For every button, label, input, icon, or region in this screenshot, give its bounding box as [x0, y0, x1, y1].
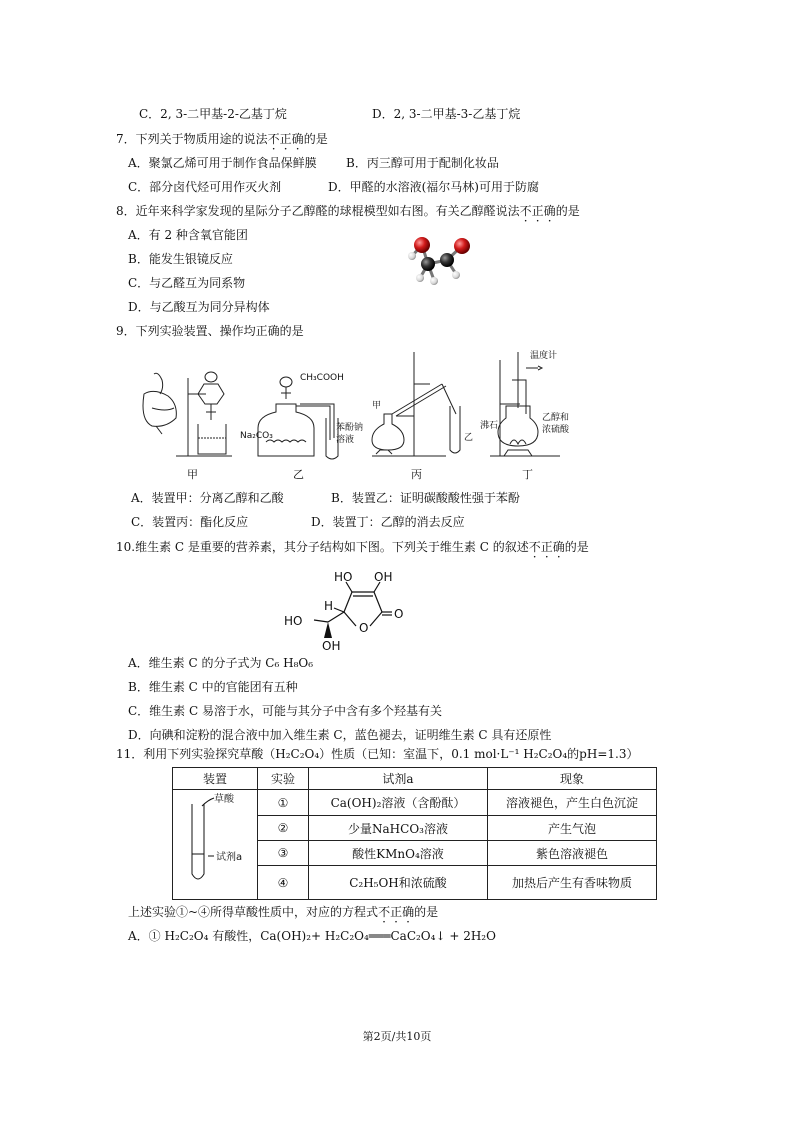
- table-header-experiment: 实验: [258, 768, 309, 790]
- q11-option-a: A．① H₂C₂O₄ 有酸性，Ca(OH)₂+ H₂C₂O₄═══CaC₂O₄↓ + 2H₂O: [128, 929, 496, 943]
- row-phenomenon: 产生气泡: [488, 816, 657, 841]
- oxalic-acid-label: 草酸: [214, 794, 234, 805]
- q9-apparatus-figure: [140, 346, 580, 462]
- vc-ring-o: O: [359, 621, 369, 635]
- row-reagent: 酸性KMnO₄溶液: [309, 841, 488, 866]
- row-id: ②: [258, 816, 309, 841]
- vc-ho-left: HO: [284, 614, 303, 628]
- test-tube-figure: [174, 790, 256, 896]
- label-jia: 甲: [187, 468, 198, 481]
- bing-flask-label: 甲: [372, 401, 382, 411]
- q9-option-d: D．装置丁：乙醇的消去反应: [311, 515, 465, 529]
- q7-option-d: D．甲醛的水溶液(福尔马林)可用于防腐: [328, 180, 539, 194]
- vc-h: H: [324, 599, 334, 613]
- table-header-apparatus: 装置: [173, 768, 258, 790]
- vc-carbonyl-o: O: [394, 607, 404, 621]
- bing-tube-label: 乙: [464, 433, 474, 443]
- reagent-label-2: 浓硫酸: [542, 425, 570, 435]
- apparatus-jia: [143, 372, 232, 456]
- vc-oh-top: OH: [374, 570, 393, 584]
- q9-stem: 9．下列实验装置、操作均正确的是: [116, 324, 304, 338]
- phenolate-label-1: 苯酚钠: [336, 423, 364, 433]
- q7-option-b: B．丙三醇可用于配制化妆品: [346, 156, 499, 170]
- table-row: [173, 790, 657, 816]
- q8-option-d: D．与乙酸互为同分异构体: [128, 300, 270, 314]
- row-id: ③: [258, 841, 309, 866]
- q6-option-c: C．2, 3-二甲基-2-乙基丁烷: [139, 107, 287, 121]
- thermometer-label: 温度计: [530, 351, 558, 361]
- page-footer: 第2页/共10页: [362, 1030, 432, 1043]
- na2co3-label: Na₂CO₃: [240, 431, 273, 441]
- q11-stem: 11．利用下列实验探究草酸（H₂C₂O₄）性质（已知：室温下，0.1 mol·L⁻¹ H₂C₂O₄的pH=1.3）: [116, 747, 639, 761]
- q10-option-a: A．维生素 C 的分子式为 C₆ H₈O₆: [128, 656, 314, 670]
- boiling-chips-label: 沸石: [480, 421, 499, 431]
- reagent-a-label: 试剂a: [216, 852, 243, 863]
- row-reagent: C₂H₅OH和浓硫酸: [309, 866, 488, 900]
- vitamin-c-structure: [280, 568, 420, 650]
- label-bing: 丙: [411, 468, 422, 481]
- row-id: ④: [258, 866, 309, 900]
- q7-option-a: A．聚氯乙烯可用于制作食品保鲜膜: [128, 156, 317, 170]
- reagent-label-1: 乙醇和: [542, 413, 570, 423]
- row-reagent: Ca(OH)₂溶液（含酚酞）: [309, 790, 488, 816]
- q10-option-b: B．维生素 C 中的官能团有五种: [128, 680, 298, 694]
- apparatus-yi: [258, 377, 338, 459]
- q9-option-a: A．装置甲：分离乙醇和乙酸: [131, 491, 284, 505]
- q7-stem: 7．下列关于物质用途的说法不正确的是: [116, 132, 328, 146]
- q8-option-c: C．与乙醛互为同系物: [128, 276, 246, 290]
- q6-option-d: D．2, 3-二甲基-3-乙基丁烷: [372, 107, 521, 121]
- q7-option-c: C．部分卤代烃可用作灭火剂: [128, 180, 282, 194]
- apparatus-cell: [173, 790, 258, 900]
- table-header-reagent: 试剂a: [309, 768, 488, 790]
- vc-ho-top: HO: [334, 570, 353, 584]
- label-ding: 丁: [522, 468, 533, 481]
- vc-oh-bottom: OH: [322, 639, 341, 650]
- apparatus-ding: [490, 352, 560, 456]
- q9-option-b: B．装置乙：证明碳酸酸性强于苯酚: [331, 491, 520, 505]
- apparatus-bing: [372, 352, 460, 456]
- q10-option-c: C．维生素 C 易溶于水，可能与其分子中含有多个羟基有关: [128, 704, 442, 718]
- q11-experiment-table: [172, 767, 657, 900]
- q10-stem: 10.维生素 C 是重要的营养素，其分子结构如下图。下列关于维生素 C 的叙述不正确的是: [116, 540, 589, 554]
- q11-followup: 上述实验①~④所得草酸性质中，对应的方程式不正确的是: [128, 905, 439, 919]
- ch3cooh-label: CH₃COOH: [300, 373, 344, 383]
- row-reagent: 少量NaHCO₃溶液: [309, 816, 488, 841]
- q8-option-b: B．能发生银镜反应: [128, 252, 233, 266]
- row-phenomenon: 溶液褪色，产生白色沉淀: [488, 790, 657, 816]
- q8-stem: 8．近年来科学家发现的星际分子乙醇醛的球棍模型如右图。有关乙醇醛说法不正确的是: [116, 204, 580, 218]
- q10-option-d: D．向碘和淀粉的混合液中加入维生素 C，蓝色褪去，证明维生素 C 具有还原性: [128, 728, 552, 742]
- phenolate-label-2: 溶液: [336, 435, 355, 445]
- row-id: ①: [258, 790, 309, 816]
- row-phenomenon: 紫色溶液褪色: [488, 841, 657, 866]
- label-yi: 乙: [293, 468, 304, 481]
- row-phenomenon: 加热后产生有香味物质: [488, 866, 657, 900]
- q8-option-a: A．有 2 种含氧官能团: [128, 228, 248, 242]
- glycolaldehyde-ball-stick-model: [400, 228, 490, 290]
- table-header-phenomenon: 现象: [488, 768, 657, 790]
- q9-option-c: C．装置丙：酯化反应: [131, 515, 249, 529]
